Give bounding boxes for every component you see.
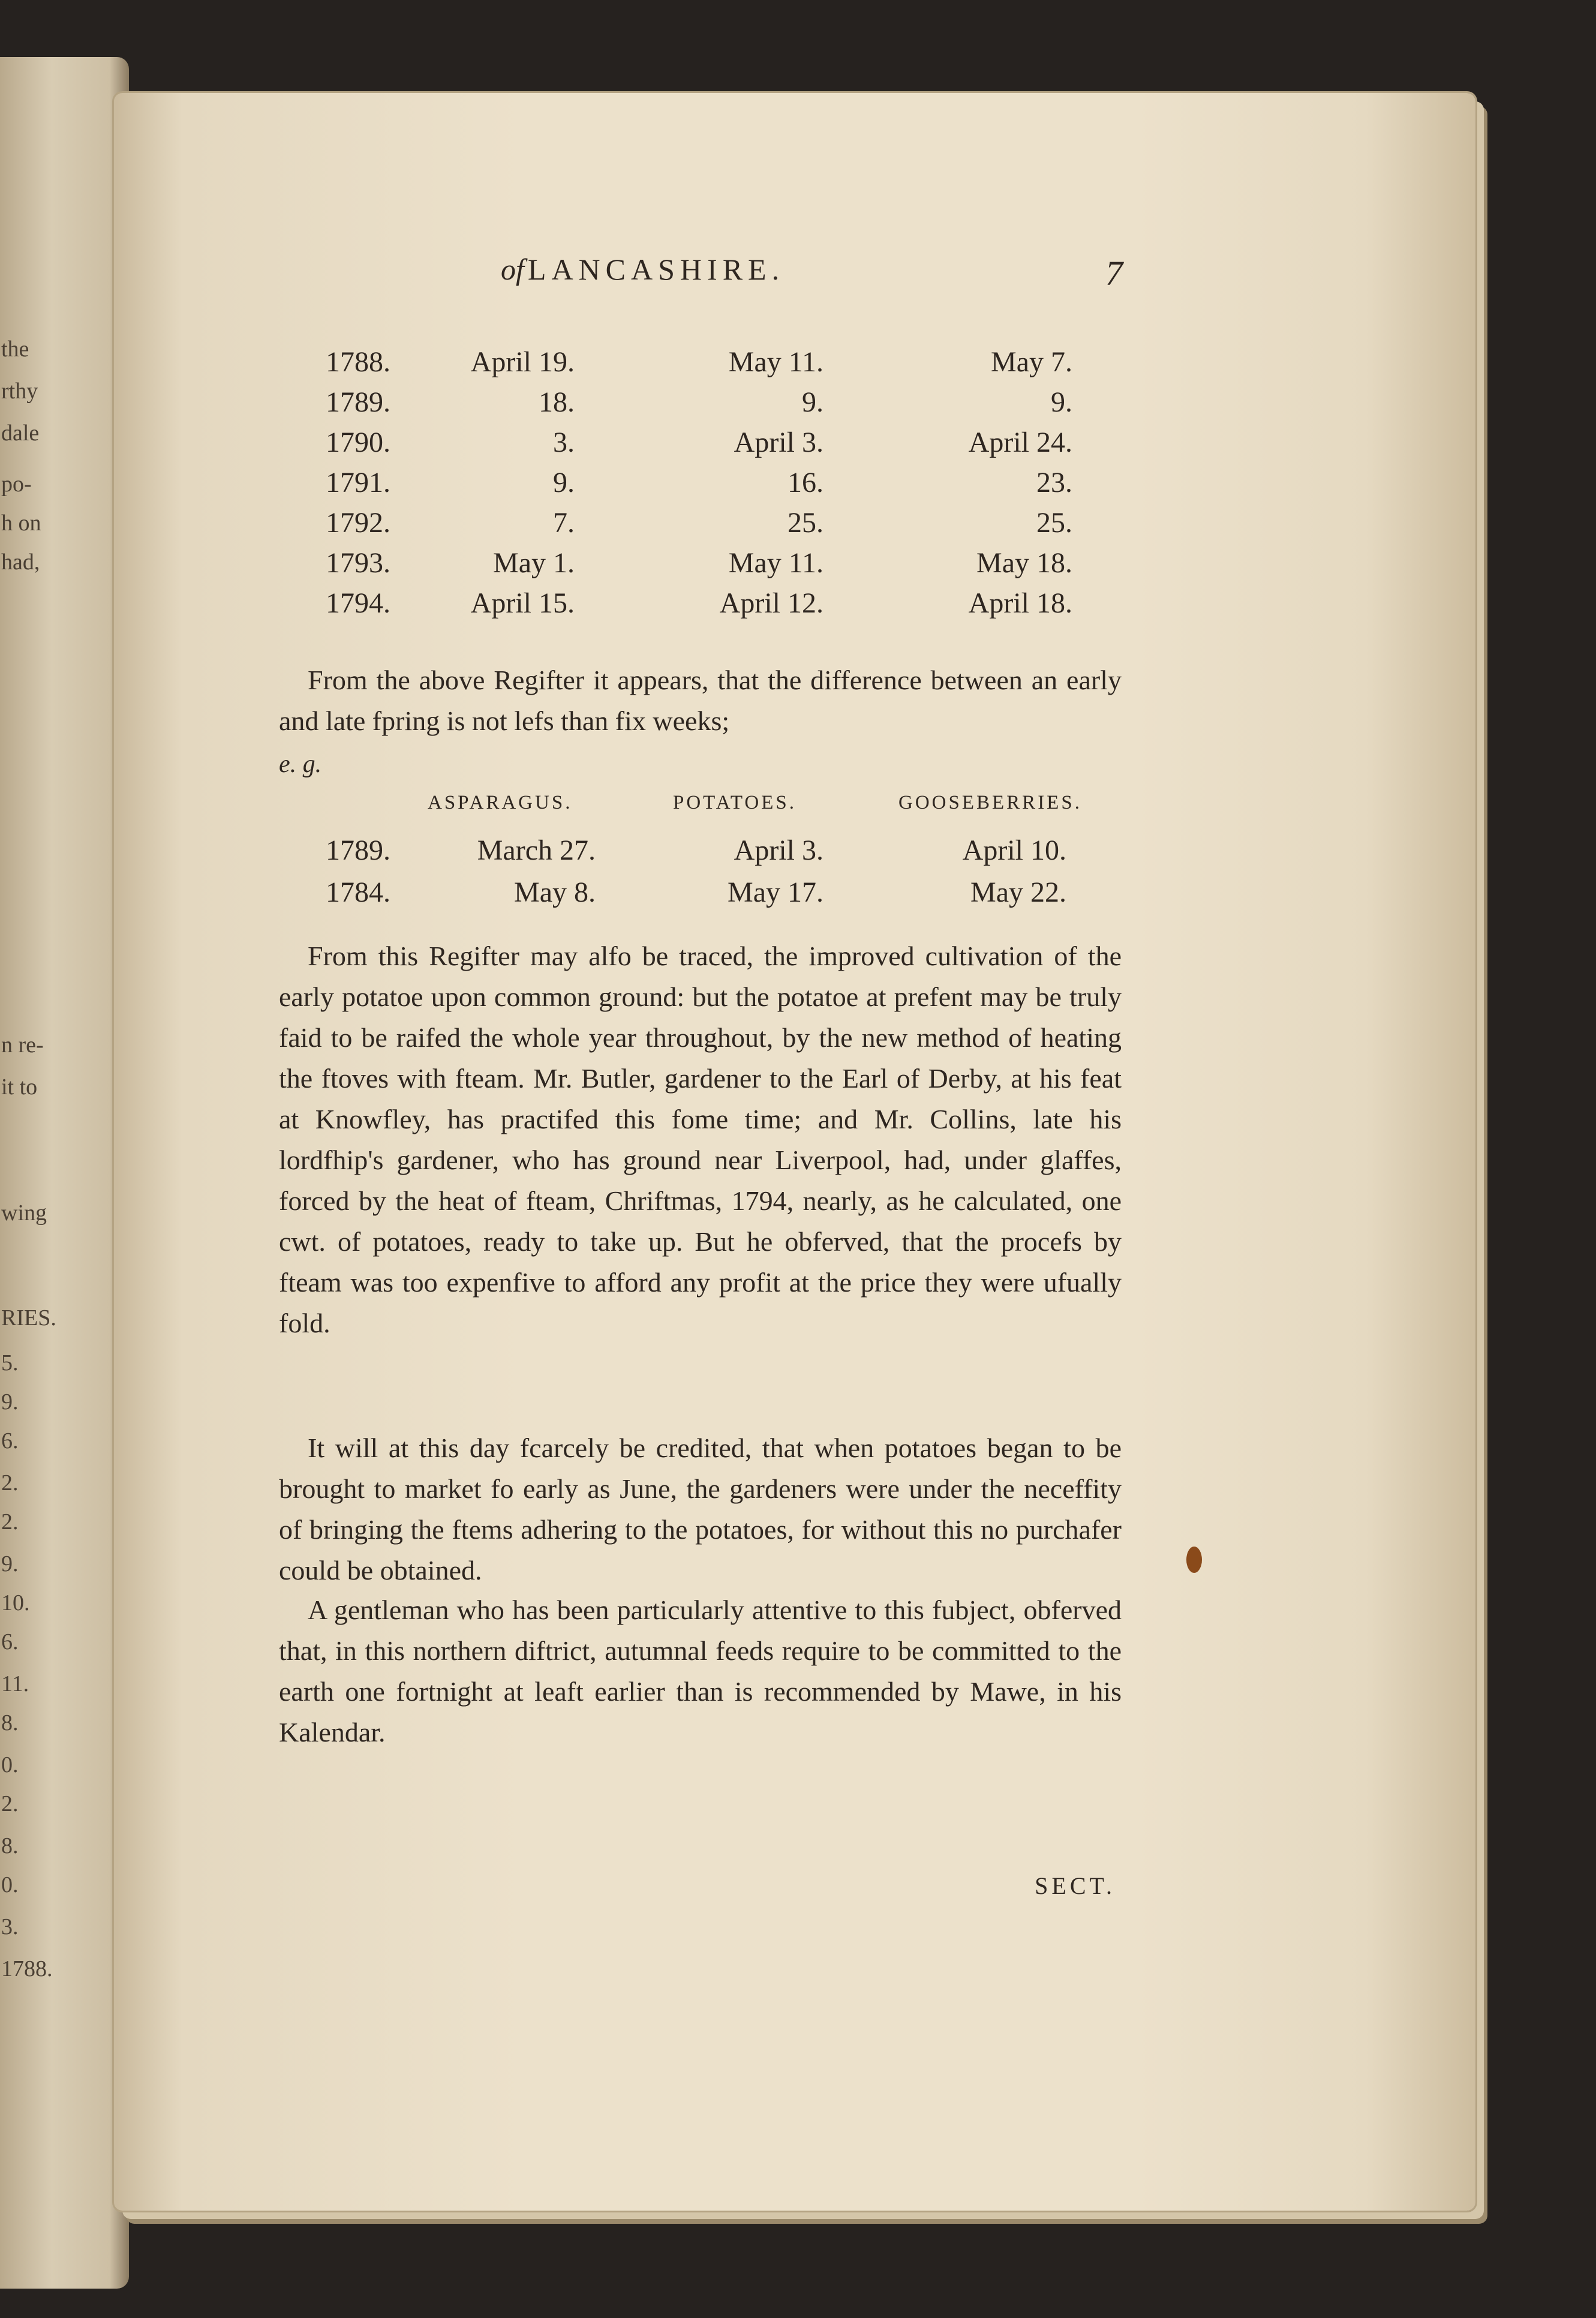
left-page-fragment: had,: [1, 550, 40, 575]
register-row: [279, 543, 1072, 583]
register-row: [279, 463, 1072, 503]
running-title: of LANCASHIRE.: [501, 253, 785, 286]
register-cell: April 18.: [968, 587, 1072, 619]
crop-header-gooseberries: GOOSEBERRIES.: [898, 792, 1082, 813]
register-cell: 18.: [539, 386, 575, 418]
paragraph-autumnal: A gentleman who has been particularly attentive to this fubject, obferved that, in this northern diftrict, autumnal feeds require to be committed to the earth one fortnight at leaft earlier than is recommended by Mawe, in his Kalendar.: [279, 1595, 1122, 1747]
paragraph-register-note: From the above Regifter it appears, that the difference between an early and late fpring is not lefs than fix weeks;: [279, 665, 1122, 736]
register-cell: 3.: [553, 427, 575, 458]
left-page-fragment: 5.: [1, 1350, 19, 1376]
left-page-fragment: 10.: [1, 1590, 30, 1616]
left-page-fragment: po-: [1, 472, 32, 497]
register-cell: April 3.: [734, 427, 823, 458]
left-page-fragment: n re-: [1, 1032, 44, 1058]
register-row: [279, 583, 1072, 623]
catchword: SECT.: [1035, 1872, 1116, 1899]
register-cell: 9.: [802, 386, 823, 418]
crop-cell: 1784.: [326, 876, 390, 908]
register-table: [279, 342, 1072, 623]
left-page-fragment: 0.: [1, 1872, 19, 1897]
left-page-fragment: 9.: [1, 1551, 19, 1577]
crop-cell: March 27.: [477, 834, 596, 866]
left-page-fragment: 6.: [1, 1428, 19, 1454]
left-page-fragment: 9.: [1, 1389, 19, 1415]
left-page-fragment: h on: [1, 511, 41, 536]
register-cell: 1790.: [326, 427, 390, 458]
left-page-fragment: dale: [1, 421, 40, 446]
register-cell: April 24.: [968, 427, 1072, 458]
register-cell: April 12.: [719, 587, 823, 619]
register-cell: 25.: [1036, 507, 1072, 539]
page-number: 7: [1105, 254, 1123, 293]
running-head: [279, 252, 1122, 306]
register-cell: 23.: [1036, 467, 1072, 499]
left-page-fragment: rthy: [1, 379, 38, 404]
left-page: [0, 57, 129, 2289]
register-cell: April 15.: [470, 587, 575, 619]
crop-row: [279, 829, 1066, 871]
crop-row: [279, 871, 1066, 913]
crop-cell: 1789.: [326, 834, 390, 866]
register-row: [279, 503, 1072, 543]
left-page-fragment: 1788.: [1, 1956, 53, 1981]
register-cell: 9.: [553, 467, 575, 499]
register-cell: May 11.: [728, 346, 823, 378]
example-abbrev: e. g.: [279, 750, 322, 778]
register-row: [279, 342, 1072, 382]
left-page-fragment: 2.: [1, 1791, 19, 1816]
register-cell: May 11.: [728, 547, 823, 579]
page-text: [279, 252, 1123, 1899]
crop-header-potatoes: POTATOES.: [673, 792, 797, 813]
left-page-fragment: wing: [1, 1200, 47, 1226]
left-page-fragment: RIES.: [1, 1305, 56, 1331]
register-cell: 1792.: [326, 507, 390, 539]
left-page-fragment: 2.: [1, 1509, 19, 1535]
left-page-fragment: 6.: [1, 1629, 19, 1655]
register-cell: May 7.: [991, 346, 1072, 378]
crop-cell: April 3.: [734, 834, 823, 866]
crop-cell: May 8.: [514, 876, 596, 908]
register-cell: 1791.: [326, 467, 390, 499]
crop-cell: May 17.: [728, 876, 823, 908]
crop-cell: May 22.: [970, 876, 1066, 908]
register-cell: 1793.: [326, 547, 390, 579]
crop-header-asparagus: ASPARAGUS.: [428, 792, 573, 813]
left-page-fragment: it to: [1, 1074, 38, 1100]
register-cell: 1794.: [326, 587, 390, 619]
left-page-fragment: 3.: [1, 1914, 19, 1939]
left-page-fragment: 2.: [1, 1470, 19, 1496]
register-row: [279, 422, 1072, 463]
crop-table: [279, 829, 1066, 913]
left-page-fragment: 11.: [1, 1671, 29, 1697]
register-cell: 1789.: [326, 386, 390, 418]
crop-cell: April 10.: [962, 834, 1066, 866]
register-cell: April 19.: [470, 346, 575, 378]
register-cell: 25.: [788, 507, 823, 539]
left-page-fragment: the: [1, 337, 29, 362]
paragraph-june: It will at this day fcarcely be credited, that when potatoes began to be brought to market fo early as June, the gardeners were under the neceffity of bringing the ftems adhering to the potatoes, for without this no purchafer could be obtained.: [279, 1433, 1122, 1586]
register-cell: May 18.: [976, 547, 1072, 579]
ink-stain: [1186, 1547, 1202, 1573]
register-cell: 9.: [1051, 386, 1072, 418]
register-cell: 16.: [788, 467, 823, 499]
register-row: [279, 382, 1072, 422]
paragraph-potatoe: From this Regifter may alfo be traced, the improved cultivation of the early potatoe upon common ground: but the potatoe at prefent may be truly faid to be raifed the whole year throughout, by the new method of heating the ftoves with fteam. Mr. Butler, gardener to the Earl of Derby, at his feat at Knowfley, has practifed this fome time; and Mr. Collins, late his lordfhip's gardener, who has ground near Liverpool, had, under glaffes, forced by the heat of fteam, Chriftmas, 1794, nearly, as he calculated, one cwt. of potatoes, ready to take up. But he obferved, that the procefs by fteam was too expenfive to afford any profit at the price they were ufually fold.: [279, 941, 1122, 1338]
left-page-fragment: 8.: [1, 1710, 19, 1736]
register-cell: 7.: [553, 507, 575, 539]
register-cell: May 1.: [493, 547, 575, 579]
left-page-fragment: 0.: [1, 1752, 19, 1777]
left-page-fragment: 8.: [1, 1833, 19, 1858]
register-cell: 1788.: [326, 346, 390, 378]
